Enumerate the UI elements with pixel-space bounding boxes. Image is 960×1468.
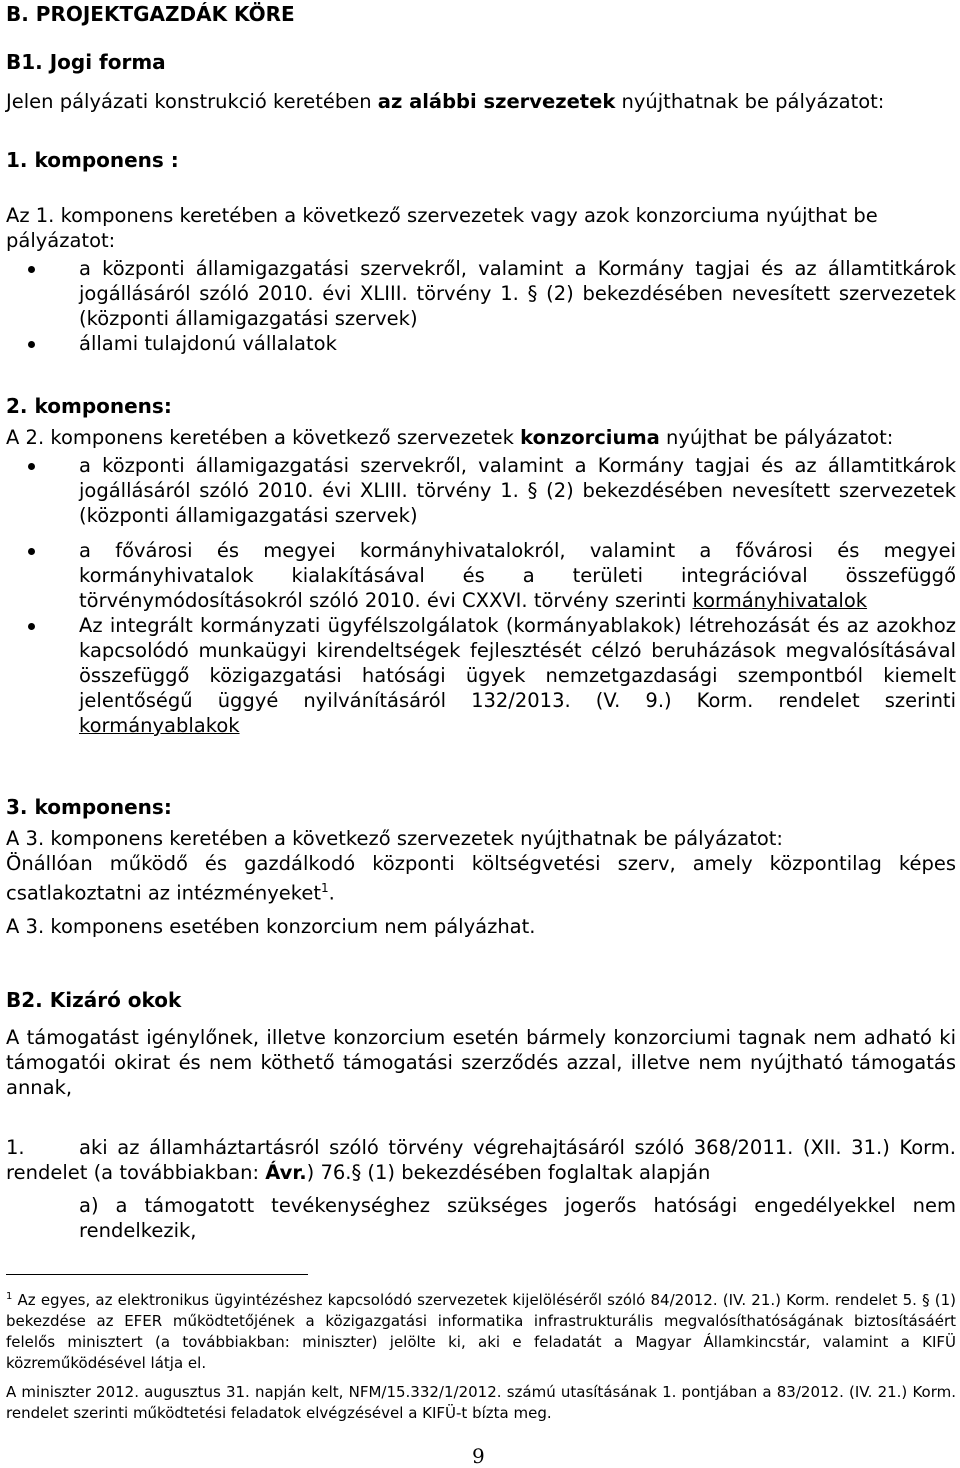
component-3-line-1: A 3. komponens keretében a következő szervezetek nyújthatnak be pályázatot: <box>6 827 783 850</box>
b2-item-1-text-a: aki az államháztartásról szóló törvény végrehajtásáról szóló 368/2011. (XII. 31.) Korm. rendelet (a továbbiakban: <box>6 1136 956 1184</box>
kormanyablakok-underlined-text: kormányablakok <box>79 714 240 737</box>
intro-paragraph <box>6 89 956 114</box>
component-1-list <box>6 256 956 356</box>
section-heading-b2: B2. Kizáró okok <box>6 988 182 1012</box>
intro-text-2: nyújthatnak be pályázatot: <box>615 90 885 113</box>
list-item <box>79 256 956 331</box>
component-1-block <box>6 203 956 356</box>
intro-text-bold: az alábbi szervezetek <box>377 90 616 113</box>
component-2-text-bold: konzorciuma <box>520 426 660 449</box>
bullet-icon <box>28 266 35 273</box>
b2-sub-item-a: a) a támogatott tevékenységhez szükséges jogerős hatósági engedélyekkel nem rendelkezik, <box>79 1194 956 1242</box>
footnote-reference: 1 <box>321 881 329 895</box>
b2-item-1 <box>6 1135 956 1243</box>
list-item-text: a központi államigazgatási szervekről, valamint a Kormány tagjai és az államtitkárok jogállásáról szóló 2010. évi XLIII. törvény 1. § (2) bekezdésében nevesített szervezetek (központi államigazgatási szervek) <box>79 454 956 527</box>
component-2-text <box>6 425 956 450</box>
bullet-icon <box>28 548 35 555</box>
bullet-icon <box>28 623 35 630</box>
b2-item-1-text <box>6 1135 956 1185</box>
component-2-block <box>6 425 956 738</box>
bullet-icon <box>28 341 35 348</box>
component-3-line-2-text: Önállóan működő és gazdálkodó központi költségvetési szerv, amely központilag képes csatlakoztatni az intézményeket <box>6 852 956 905</box>
component-3-line-2 <box>6 851 956 906</box>
b2-item-1-bold: Ávr. <box>265 1161 307 1184</box>
footnote-number: 1 <box>6 1291 13 1302</box>
list-item-text: Az integrált kormányzati ügyfélszolgálatok (kormányablakok) létrehozását és az azokhoz kapcsolódó munkaügyi kirendeltségek fejlesztését célzó beruházások megvalósításával összefüggő közigazgatási hatósági ügyek nemzetgazdasági szempontból kiemelt jelentőségű üggyé nyilvánításáról 132/2013. (V. 9.) Korm. rendelet szerinti <box>79 614 956 712</box>
footnote-paragraph-1 <box>6 1286 956 1374</box>
component-3-line-3: A 3. komponens esetében konzorcium nem pályázhat. <box>6 914 536 938</box>
kormanyhivatalok-underlined-text: kormányhivatalok <box>692 589 868 612</box>
footnote-block <box>6 1286 956 1424</box>
b2-item-1-number: 1. <box>6 1136 25 1159</box>
list-item <box>79 331 956 356</box>
footnote-paragraph-2: A miniszter 2012. augusztus 31. napján kelt, NFM/15.332/1/2012. számú utasításának 1. pontjában a 83/2012. (IV. 21.) Korm. rendelet szerinti működtetési feladatok elvégzésével a KIFÜ-t bízta meg. <box>6 1383 956 1422</box>
page-number: 9 <box>472 1444 485 1468</box>
component-2-text-1: A 2. komponens keretében a következő szervezetek <box>6 426 521 449</box>
component-3-title: 3. komponens: <box>6 795 172 819</box>
list-item <box>79 453 956 528</box>
b2-item-1-text-b: ) 76.§ (1) bekezdésében foglaltak alapján <box>306 1161 711 1184</box>
component-3-block <box>6 826 956 939</box>
list-item-text: a központi államigazgatási szervekről, valamint a Kormány tagjai és az államtitkárok jogállásáról szóló 2010. évi XLIII. törvény 1. § (2) bekezdésében nevesített szervezetek (központi államigazgatási szervek) <box>79 257 956 330</box>
list-item <box>79 613 956 738</box>
component-1-title: 1. komponens : <box>6 148 179 172</box>
component-3-line-2-end: . <box>328 881 335 905</box>
list-item-text: állami tulajdonú vállalatok <box>79 332 337 355</box>
component-2-text-2: nyújthat be pályázatot: <box>659 426 894 449</box>
list-item-text: a fővárosi és megyei kormányhivatalokról, valamint a fővárosi és megyei kormányhivatalok kialakításával és a területi integrációval összefüggő törvénymódosításokról szóló 2010. évi CXXVI. törvény szerinti <box>79 539 956 612</box>
footnote-separator <box>6 1274 308 1275</box>
section-heading-b1: B1. Jogi forma <box>6 50 166 74</box>
component-1-text: Az 1. komponens keretében a következő szervezetek vagy azok konzorciuma nyújthat be pályázatot: <box>6 204 878 252</box>
component-2-list <box>6 453 956 738</box>
bullet-icon <box>28 463 35 470</box>
intro-text-1: Jelen pályázati konstrukció keretében <box>6 90 378 113</box>
list-item <box>79 538 956 613</box>
footnote-text-1: Az egyes, az elektronikus ügyintézéshez kapcsolódó szervezetek kijelöléséről szóló 84/2012. (IV. 21.) Korm. rendelet 5. § (1) bekezdése az EFER működtetőjének a közigazgatási informatika infrastrukturális megvalósíthatóságának biztosításáért felelős minisztert (a továbbiakban: miniszter) jelölte ki, aki e feladatát a Magyar Államkincstár, valamint a KIFÜ közreműködésével látja el. <box>6 1291 956 1372</box>
b2-paragraph: A támogatást igénylőnek, illetve konzorcium esetén bármely konzorciumi tagnak nem adható ki támogatói okirat és nem köthető támogatási szerződés azzal, illetve nem nyújtható támogatás annak, <box>6 1026 956 1099</box>
component-2-title: 2. komponens: <box>6 394 172 418</box>
section-heading-b: B. PROJEKTGAZDÁK KÖRE <box>6 2 295 26</box>
